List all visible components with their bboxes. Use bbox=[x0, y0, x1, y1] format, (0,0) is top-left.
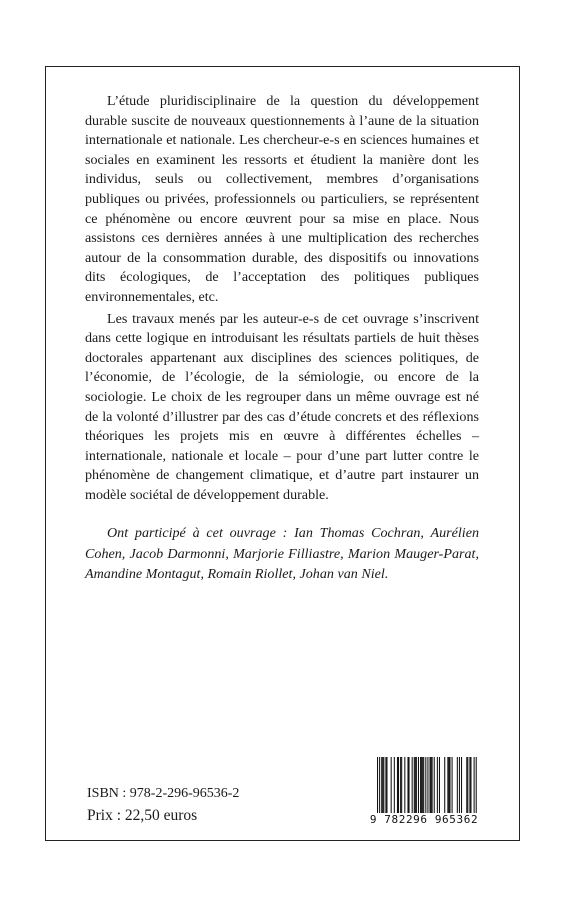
barcode-bar bbox=[434, 757, 435, 813]
barcode-bars bbox=[367, 757, 481, 817]
barcode-bar bbox=[379, 757, 380, 817]
barcode-bar bbox=[382, 757, 383, 813]
barcode-bar bbox=[461, 757, 462, 813]
barcode-bar bbox=[397, 757, 398, 813]
barcode-bar bbox=[439, 757, 440, 813]
barcode-bar bbox=[420, 757, 421, 813]
barcode-bar bbox=[457, 757, 458, 813]
barcode-number: 9 782296 965362 bbox=[367, 813, 481, 827]
barcode-bar bbox=[407, 757, 408, 813]
barcode-bar bbox=[448, 757, 449, 813]
barcode-bar bbox=[414, 757, 415, 813]
barcode-bar bbox=[404, 757, 405, 813]
barcode-bar bbox=[421, 757, 422, 813]
barcode-bar bbox=[422, 757, 423, 813]
barcode-bar bbox=[430, 757, 431, 813]
barcode-bar bbox=[423, 757, 424, 813]
barcode-bar bbox=[449, 757, 450, 813]
barcode-bar bbox=[452, 757, 453, 813]
barcode-bar bbox=[401, 757, 402, 813]
barcode-bar bbox=[418, 757, 419, 813]
barcode-bar bbox=[469, 757, 470, 813]
barcode-bar bbox=[470, 757, 471, 813]
barcode-bar bbox=[377, 757, 378, 817]
back-cover-summary bbox=[85, 92, 479, 585]
barcode-bar bbox=[383, 757, 384, 813]
barcode-bar bbox=[409, 757, 410, 813]
barcode bbox=[367, 757, 481, 829]
barcode-bar bbox=[394, 757, 395, 813]
summary-paragraph-2: Les travaux menés par les auteur-e-s de cet ouvrage s’inscrivent dans cette logique en introduisant les résultats partiels de huit thèses doctorales appartenant aux disciplines des sciences politiques, de l’économie, de l’écologie, de la sémiologie, ou encore de la sociologie. Le choix de les regrouper dans un même ouvrage est né de la volonté d’illustrer par des cas d’étude concrets et des réflexions théoriques les projets mis en œuvre à différentes échelles – internationale, nationale et locale – pour d’une part lutter contre le phénomène de changement climatique, et d’autre part instaurer un modèle sociétal de développement durable. bbox=[85, 310, 479, 503]
barcode-bar bbox=[467, 757, 468, 813]
barcode-bar bbox=[412, 757, 413, 813]
barcode-bar bbox=[427, 757, 428, 817]
barcode-bar bbox=[444, 757, 445, 813]
barcode-bar bbox=[400, 757, 401, 813]
barcode-bar bbox=[447, 757, 448, 813]
barcode-bar bbox=[398, 757, 399, 813]
summary-paragraph-1: L’étude pluridisciplinaire de la question du développement durable suscite de nouveaux questionnements à l’aune de la situation internationale et nationale. Les chercheur-e-s en sciences humaines et sociales en examinent les ressorts et étudient la manière dont les individus, seuls ou collectivement, membres d’organisations publiques ou privées, professionnels ou particuliers, se représentent ce phénomène ou encore œuvrent pour sa mise en place. Nous assistons ces dernières années à une multiplication des recherches autour de la consommation durable, des dispositifs ou innovations dits écologiques, de l’acceptation des politiques publiques environnementales, etc. bbox=[85, 93, 479, 305]
barcode-bar bbox=[432, 757, 433, 813]
barcode-bar bbox=[425, 757, 426, 817]
barcode-bar bbox=[476, 757, 477, 817]
barcode-bar bbox=[459, 757, 460, 813]
barcode-bar bbox=[381, 757, 382, 813]
barcode-bar bbox=[431, 757, 432, 813]
barcode-bar bbox=[391, 757, 392, 813]
barcode-bar bbox=[416, 757, 417, 813]
price-text: Prix : 22,50 euros bbox=[87, 807, 198, 824]
barcode-bar bbox=[474, 757, 475, 817]
contributors-list: Ont participé à cet ouvrage : Ian Thomas Cochran, Aurélien Cohen, Jacob Darmonni, Marjorie Filliastre, Marion Mauger-Parat, Amandine Montagut, Romain Riollet, Johan van Niel. bbox=[85, 525, 479, 583]
isbn-text: ISBN : 978-2-296-96536-2 bbox=[87, 786, 240, 801]
barcode-bar bbox=[437, 757, 438, 813]
barcode-bar bbox=[385, 757, 386, 813]
barcode-bar bbox=[466, 757, 467, 813]
barcode-bar bbox=[386, 757, 387, 813]
barcode-bar bbox=[415, 757, 416, 813]
